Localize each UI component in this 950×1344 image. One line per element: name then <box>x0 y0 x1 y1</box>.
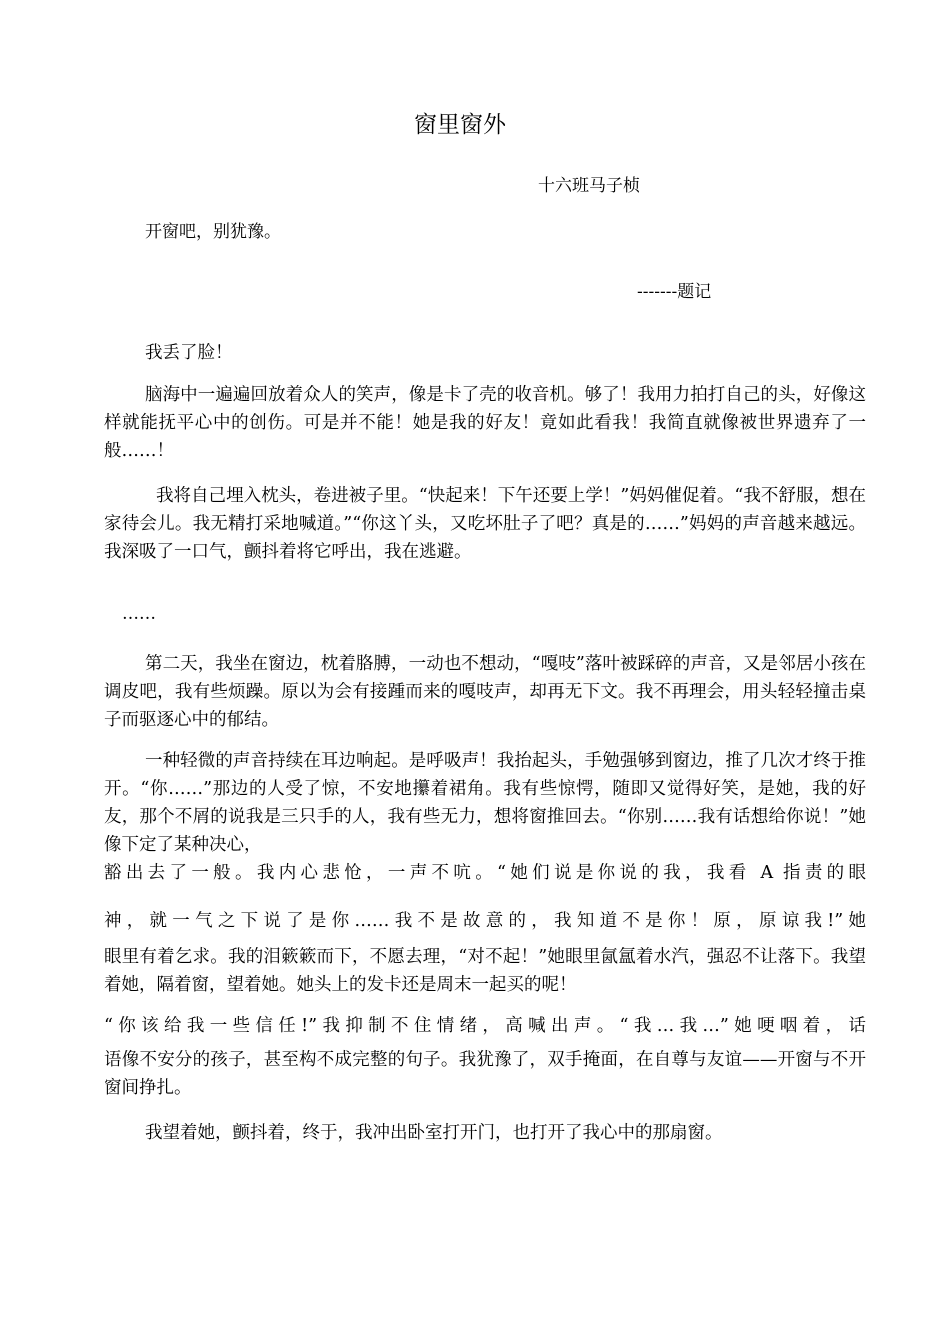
epigraph-signature: -------题记 <box>637 282 712 302</box>
paragraph-5-part-6: 语像不安分的孩子，甚至构不成完整的句子。我犹豫了，双手掩面，在自尊与友谊——开窗与不开窗间挣扎。 <box>104 1050 866 1098</box>
paragraph-5-line-5: “你该给我一些信任!”我抑制不住情绪，高喊出声。“我…我…”她哽咽着，话 <box>104 1016 866 1036</box>
paragraph-5-part-4: 眼里有着乞求。我的泪簌簌而下，不愿去理，“对不起！”她眼里氤氲着水汽，强忍不让落下。我望着她，隔着窗，望着她。她头上的发卡还是周末一起买的呢！ <box>104 947 866 995</box>
document-title: 窗里窗外 <box>414 112 506 138</box>
paragraph-4: 第二天，我坐在窗边，枕着胳膊，一动也不想动，“嘎吱”落叶被踩碎的声音，又是邻居小孩在调皮吧，我有些烦躁。原以为会有接踵而来的嘎吱声，却再无下文。我不再理会，用头轻轻撞击桌子而驱逐心中的郁结。 <box>104 654 866 730</box>
paragraph-2: 脑海中一遍遍回放着众人的笑声，像是卡了壳的收音机。够了！我用力拍打自己的头，好像这样就能抚平心中的创伤。可是并不能！她是我的好友！竟如此看我！我简直就像被世界遗弃了一般……！ <box>104 385 866 461</box>
paragraph-5-part-1: 一种轻微的声音持续在耳边响起。是呼吸声！我抬起头，手勉强够到窗边，推了几次才终于推开。“你……”那边的人受了惊，不安地攥着裙角。我有些惊愕，随即又觉得好笑，是她，我的好友，那个不屑的说我是三只手的人，我有些无力，想将窗推回去。“你别……我有话想给你说！”她像下定了某种决心， <box>104 751 866 855</box>
paragraph-1: 我丢了脸！ <box>145 343 233 363</box>
paragraph-5-line-3: 神，就一气之下说了是你……我不是故意的，我知道不是你！原，原谅我!”她 <box>104 911 866 931</box>
paragraph-3: 我将自己埋入枕头，卷进被子里。“快起来！下午还要上学！”妈妈催促着。“我不舒服，想在家待会儿。我无精打采地喊道。”“你这丫头，又吃坏肚子了吧？真是的……”妈妈的声音越来越远。我深吸了一口气，颤抖着将它呼出，我在逃避。 <box>104 486 866 562</box>
paragraph-5-line-2: 豁出去了一般。我内心悲怆，一声不吭。“她们说是你说的我，我看 A 指责的眼 <box>104 863 866 883</box>
section-break-ellipsis: …… <box>122 604 156 624</box>
author-line: 十六班马子桢 <box>538 176 640 196</box>
paragraph-6: 我望着她，颤抖着，终于，我冲出卧室打开门，也打开了我心中的那扇窗。 <box>145 1123 723 1143</box>
epigraph: 开窗吧，别犹豫。 <box>145 222 281 242</box>
